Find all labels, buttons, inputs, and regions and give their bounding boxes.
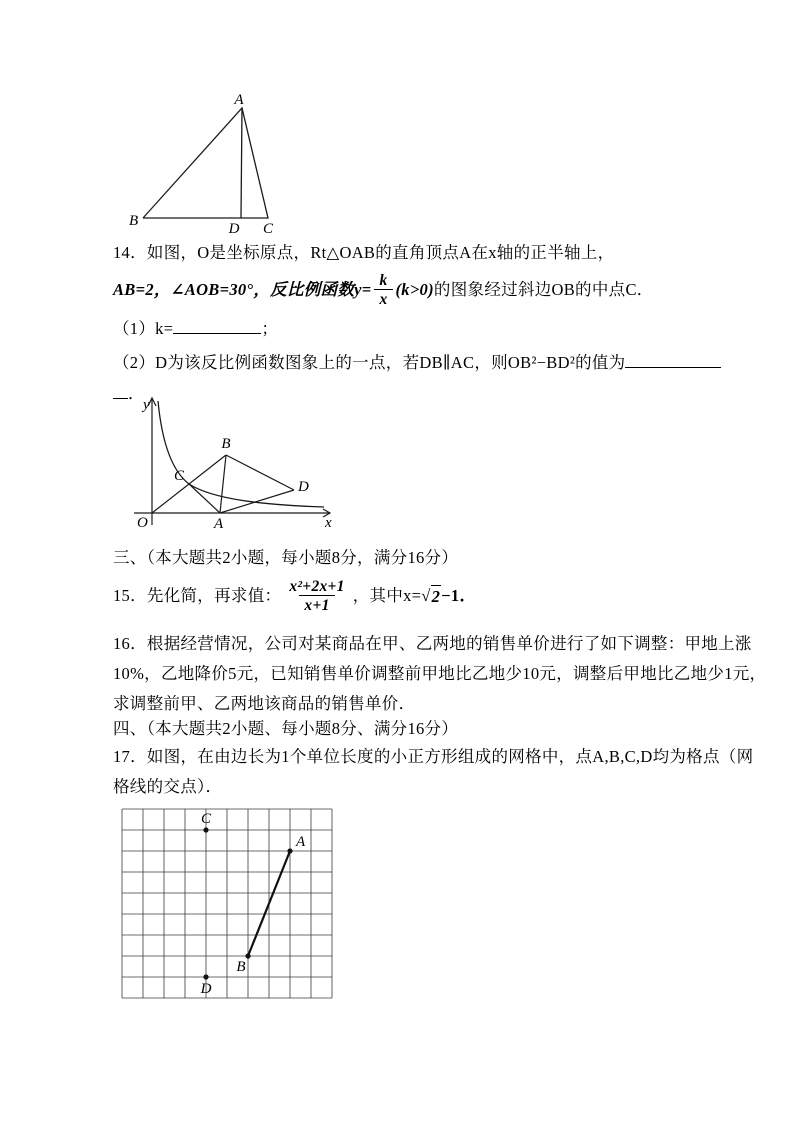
p17-line2: 格线的交点）． <box>113 777 223 796</box>
p14-line3-suffix: ； <box>261 319 279 338</box>
sqrt-sign: √ <box>421 586 431 606</box>
p14-line2 <box>113 272 654 308</box>
figure-hyperbola <box>122 393 357 538</box>
figure-grid <box>112 795 347 1023</box>
fraction-denominator: x <box>374 289 392 308</box>
hyperbola-label-d: D <box>298 479 309 495</box>
p14-line3-prefix: （1）k= <box>113 319 174 338</box>
p15-prefix: 15．先化简，再求值： <box>113 586 282 606</box>
p14-line4 <box>113 352 721 374</box>
p14-line5-period: ． <box>128 384 145 403</box>
fraction-numerator: k <box>379 272 388 289</box>
p14-line4-text: （2）D为该反比例函数图象上的一点，若DB∥AC，则OB²−BD²的值为 <box>113 353 626 372</box>
p14-line3 <box>113 318 278 340</box>
fraction-p15 <box>284 578 349 614</box>
segment-ab <box>220 455 226 513</box>
p14-line1: 14．如图，O是坐标原点，Rt△OAB的直角顶点A在x轴的正半轴上， <box>113 243 615 262</box>
triangle-label-c: C <box>263 221 274 237</box>
triangle-label-d: D <box>228 221 240 237</box>
hyperbola-label-o: O <box>137 515 148 531</box>
triangle-cevian-ad <box>241 108 242 218</box>
sqrt-argument: 2 <box>431 586 441 606</box>
p14-line2-prefix: AB=2，∠AOB=30°，反比例函数y= <box>113 280 372 300</box>
grid-label-a: A <box>296 834 306 850</box>
p15-middle: ，其中x= <box>352 586 422 606</box>
grid-label-b: B <box>236 959 246 975</box>
point-b <box>245 953 250 958</box>
point-a <box>287 848 292 853</box>
fraction-k-over-x <box>374 272 392 308</box>
answer-blank <box>173 318 261 334</box>
answer-blank <box>625 352 721 368</box>
p16-line2: 10%，乙地降价5元，已知销售单价调整前甲地比乙地少10元，调整后甲地比乙地少1元， <box>113 664 767 683</box>
hyperbola-label-b: B <box>221 436 231 452</box>
hyperbola-label-a: A <box>214 516 224 532</box>
section4-heading: 四、（本大题共2小题、每小题8分、满分16分） <box>113 719 459 738</box>
triangle-label-b: B <box>129 213 139 229</box>
figure-triangle <box>115 92 310 242</box>
fraction-numerator: x²+2x+1 <box>289 578 345 595</box>
grid-label-d: D <box>200 981 212 997</box>
hyperbola-label-y: y <box>143 397 150 413</box>
fraction-denominator: x+1 <box>299 595 334 614</box>
triangle-outline <box>143 108 268 218</box>
p15-line <box>113 578 476 614</box>
point-c <box>203 827 208 832</box>
segment-bd <box>226 455 294 490</box>
p17-line1: 17．如图，在由边长为1个单位长度的小正方形组成的网格中，点A,B,C,D均为格点（网 <box>113 747 754 766</box>
segment-ad <box>220 490 294 513</box>
p16-line1: 16．根据经营情况，公司对某商品在甲、乙两地的销售单价进行了如下调整：甲地上涨 <box>113 634 752 653</box>
section3-heading: 三、（本大题共2小题，每小题8分，满分16分） <box>113 548 459 567</box>
p14-line2-condition: (k>0) <box>395 280 434 300</box>
segment-ac <box>189 484 220 513</box>
hyperbola-label-x: x <box>325 515 332 531</box>
triangle-label-a: A <box>234 92 244 108</box>
p14-line2-suffix: 的图象经过斜边OB的中点C． <box>433 280 654 300</box>
p15-suffix: −1． <box>441 586 477 606</box>
point-d <box>203 974 208 979</box>
p16-line3: 求调整前甲、乙两地该商品的销售单价． <box>113 694 416 713</box>
grid-label-c: C <box>200 811 212 827</box>
hyperbola-label-c: C <box>173 468 184 484</box>
